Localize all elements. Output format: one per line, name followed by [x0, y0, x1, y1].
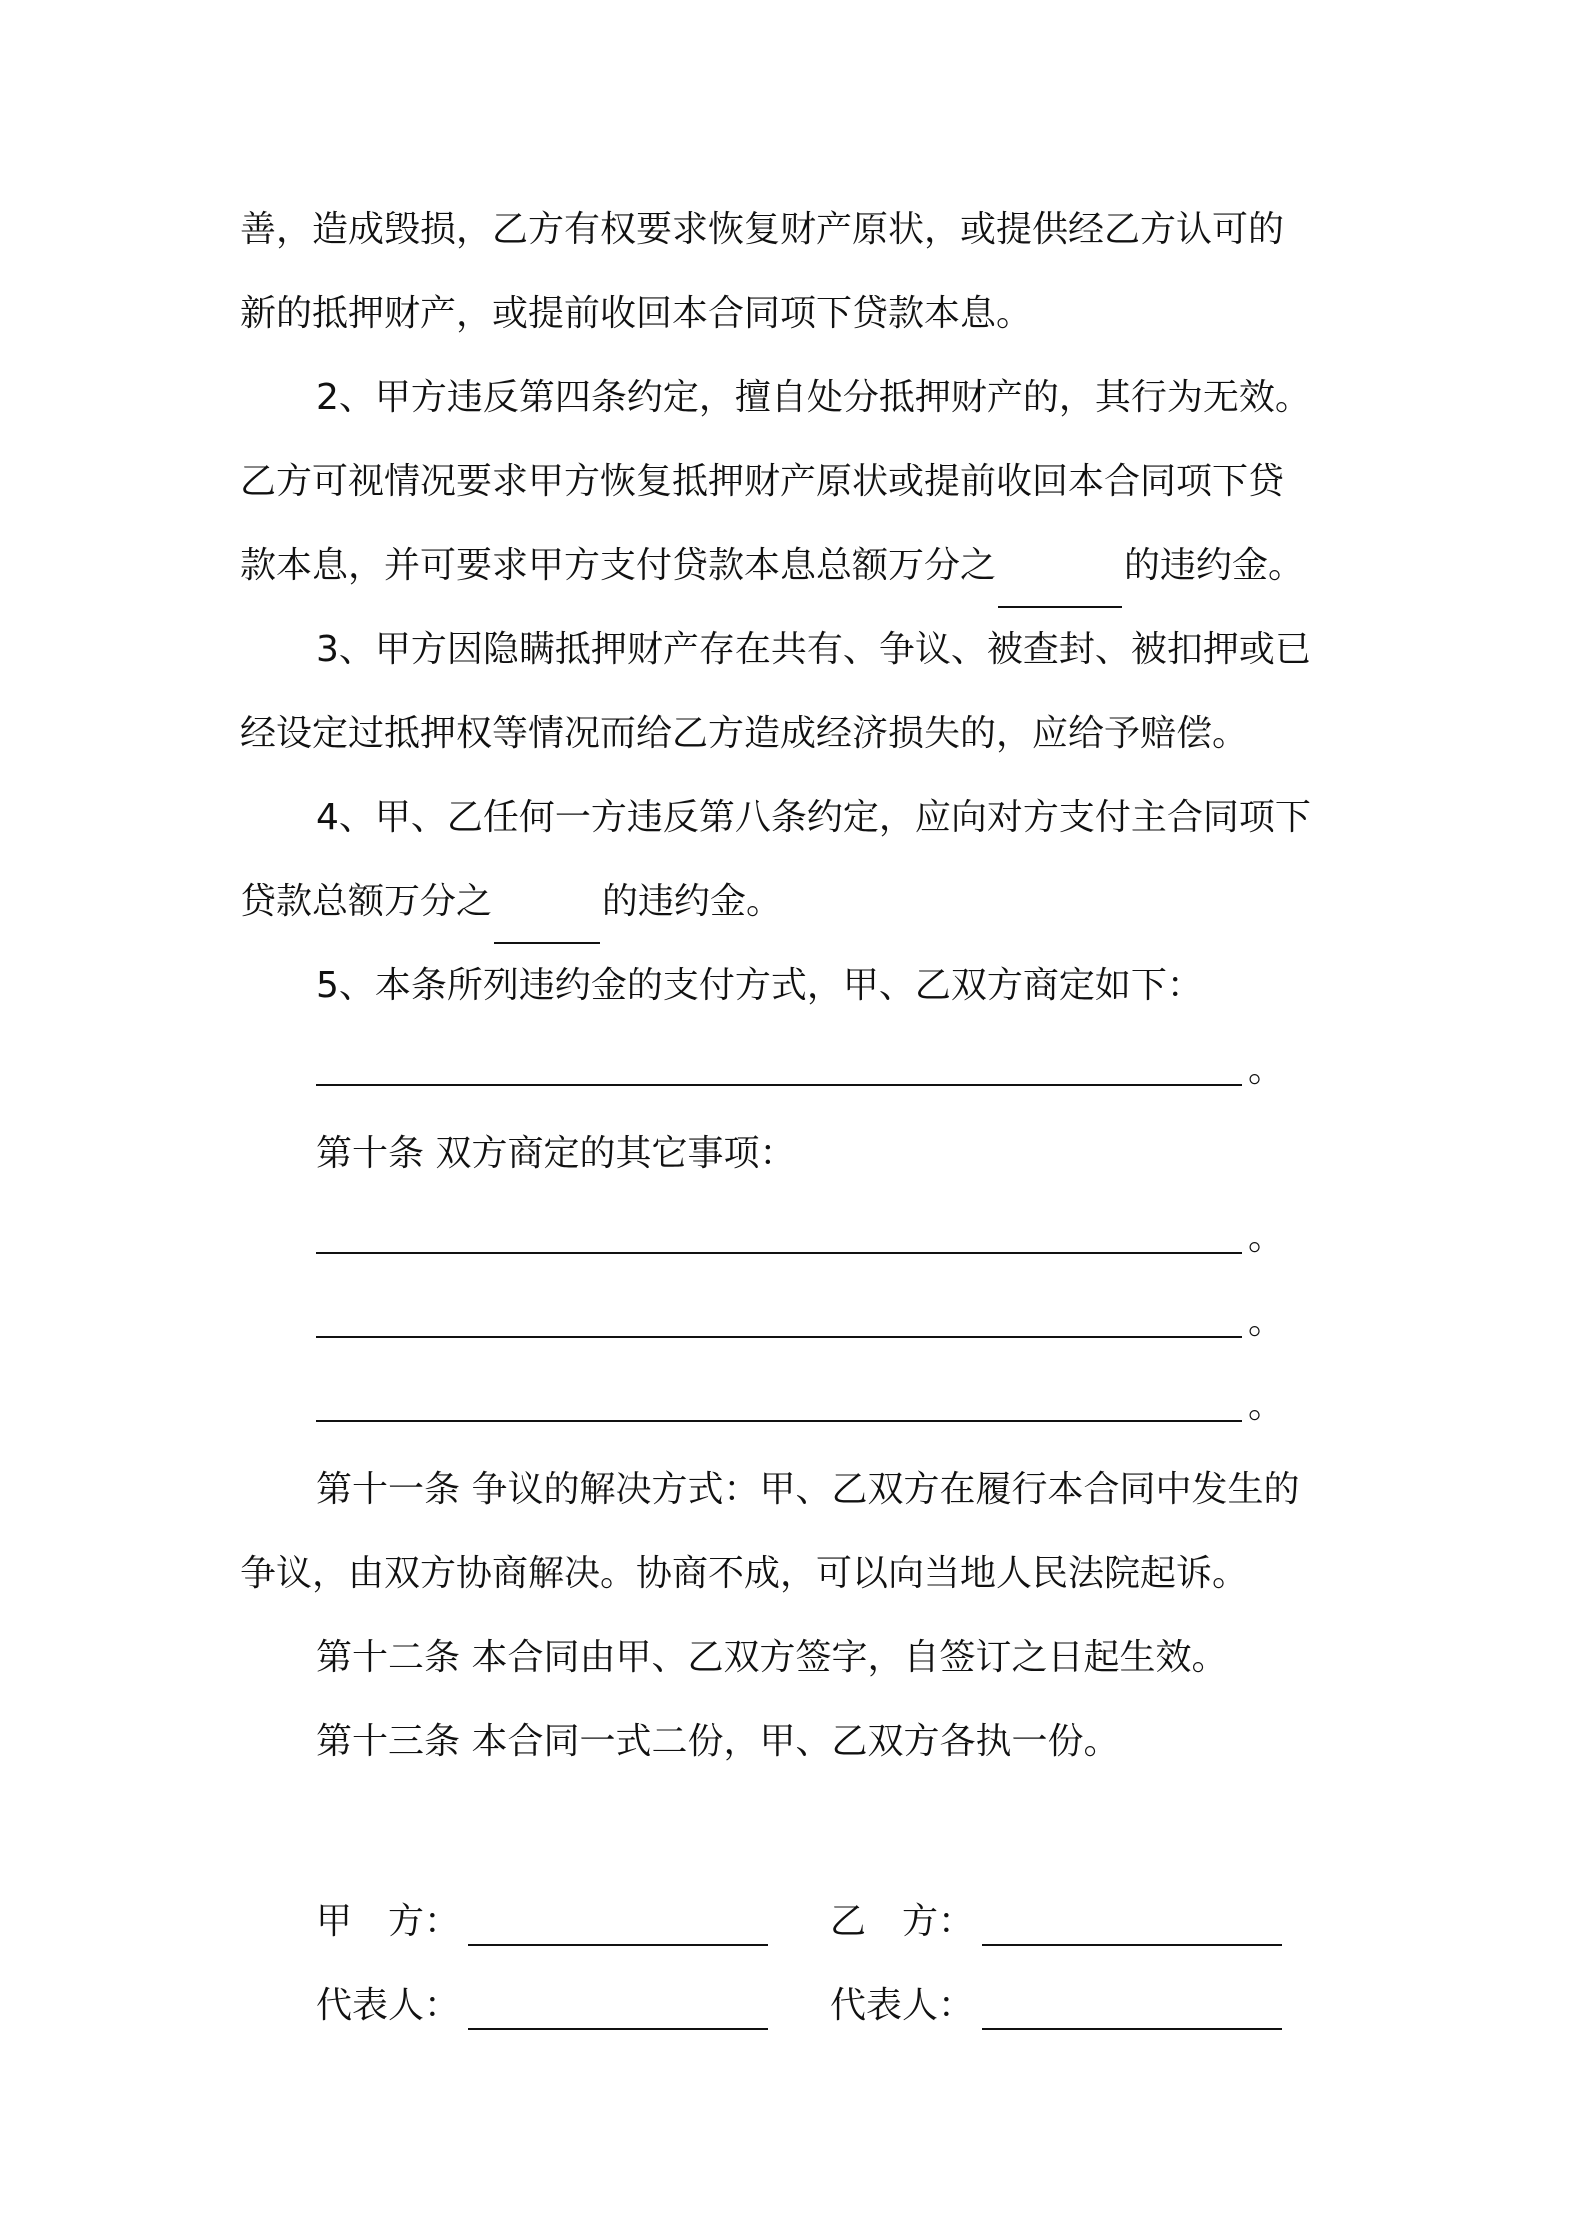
party-a-label: 甲 方：: [316, 1901, 461, 1942]
article-11-line-1: 第十一条 争议的解决方式：甲、乙双方在履行本合同中发生的: [316, 1469, 1300, 1510]
clause-4-text-before-blank: 贷款总额万分之: [240, 881, 493, 922]
clause-2-line-1: 2、甲方违反第四条约定，擅自处分抵押财产的，其行为无效。: [316, 377, 1311, 418]
other-matters-blank-3[interactable]: [316, 1420, 1242, 1422]
clause-4-line-2: [240, 860, 1350, 944]
other-matters-fill-row-1: [240, 1196, 1350, 1280]
other-matters-end-mark-1: 。: [1248, 1217, 1285, 1258]
clause-4-text-after-blank: 的违约金。: [602, 881, 783, 922]
clause-4-line-1: 4、甲、乙任何一方违反第八条约定，应向对方支付主合同项下: [316, 797, 1311, 838]
article-12: 第十二条 本合同由甲、乙双方签字，自签订之日起生效。: [316, 1637, 1228, 1678]
article-10-heading: 第十条 双方商定的其它事项：: [316, 1133, 796, 1174]
clause-2-text-after-blank: 的违约金。: [1124, 545, 1305, 586]
continuation-line-2: 新的抵押财产，或提前收回本合同项下贷款本息。: [240, 293, 1033, 334]
continuation-line-1: 善，造成毁损，乙方有权要求恢复财产原状，或提供经乙方认可的: [240, 209, 1285, 250]
representative-b-label: 代表人：: [830, 1985, 975, 2026]
other-matters-end-mark-2: 。: [1248, 1301, 1285, 1342]
payment-method-end-mark: 。: [1248, 1049, 1285, 1090]
other-matters-end-mark-3: 。: [1248, 1385, 1285, 1426]
other-matters-blank-1[interactable]: [316, 1252, 1242, 1254]
clause-2-text-before-blank: 款本息，并可要求甲方支付贷款本息总额万分之: [240, 545, 997, 586]
contract-body: [240, 188, 1350, 1784]
party-b-label: 乙 方：: [830, 1901, 975, 1942]
representative-a-signature-line[interactable]: [468, 2028, 768, 2030]
clause-2-line-2: 乙方可视情况要求甲方恢复抵押财产原状或提前收回本合同项下贷: [240, 461, 1285, 502]
other-matters-fill-row-3: [240, 1364, 1350, 1448]
payment-method-blank[interactable]: [316, 1084, 1242, 1086]
party-b-signature-line[interactable]: [982, 1944, 1282, 1946]
payment-method-fill-row: [240, 1028, 1350, 1112]
clause-2-line-3: [240, 524, 1350, 608]
clause-3-line-1: 3、甲方因隐瞒抵押财产存在共有、争议、被查封、被扣押或已: [316, 629, 1311, 670]
signature-block: [316, 1882, 1316, 2050]
article-13: 第十三条 本合同一式二份，甲、乙双方各执一份。: [316, 1721, 1120, 1762]
penalty-rate-blank-1[interactable]: [998, 562, 1122, 608]
party-a-signature-line[interactable]: [468, 1944, 768, 1946]
other-matters-fill-row-2: [240, 1280, 1350, 1364]
signature-row-representative: [316, 1966, 1316, 2050]
article-11-line-2: 争议，由双方协商解决。协商不成，可以向当地人民法院起诉。: [240, 1553, 1249, 1594]
other-matters-blank-2[interactable]: [316, 1336, 1242, 1338]
clause-5-line-1: 5、本条所列违约金的支付方式，甲、乙双方商定如下：: [316, 965, 1203, 1006]
representative-b-signature-line[interactable]: [982, 2028, 1282, 2030]
penalty-rate-blank-2[interactable]: [494, 898, 600, 944]
signature-row-party: [316, 1882, 1316, 1966]
representative-a-label: 代表人：: [316, 1985, 461, 2026]
clause-3-line-2: 经设定过抵押权等情况而给乙方造成经济损失的，应给予赔偿。: [240, 713, 1249, 754]
